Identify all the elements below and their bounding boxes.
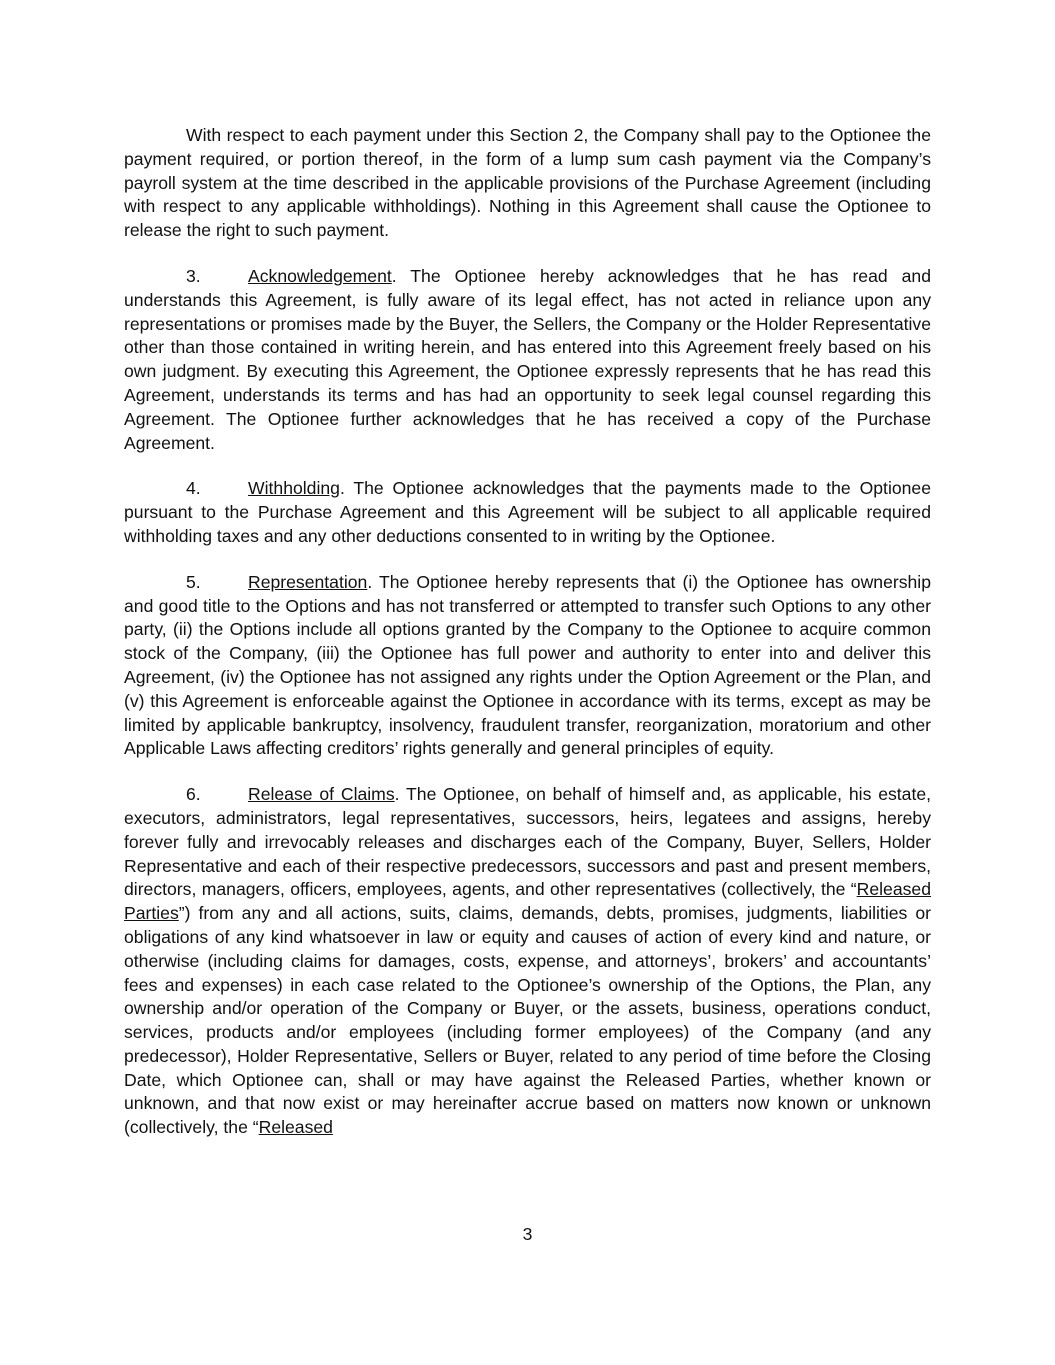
section-6-release-of-claims — [124, 783, 931, 1140]
section-heading: Acknowledgement — [248, 265, 392, 286]
page-number: 3 — [522, 1224, 533, 1244]
section-3-acknowledgement — [124, 265, 931, 455]
section-body: . The Optionee hereby represents that (i) the Optionee has ownership and good title to the Options and has not transferred or attempted to transfer such Options to any other party, (ii) the Options include all options granted by the Company to the Optionee to acquire common stock of the Company, (iii) the Optionee has full power and authority to enter into and deliver this Agreement, (iv) the Optionee has not assigned any rights under the Option Agreement or the Plan, and (v) this Agreement is enforceable against the Optionee in accordance with its terms, except as may be limited by applicable bankruptcy, insolvency, fraudulent transfer, reorganization, moratorium and other Applicable Laws affecting creditors’ rights generally and general principles of equity. — [124, 571, 931, 759]
section-number: 5. — [186, 571, 201, 592]
section-heading: Release of Claims — [248, 784, 395, 805]
section-body: . The Optionee hereby acknowledges that he has read and understands this Agreement, is fully aware of its legal effect, has not acted in reliance upon any representations or promises made by the Buyer, the Sellers, the Company or the Holder Representative other than those contained in writing herein, and has entered into this Agreement freely based on his own judgment. By executing this Agreement, the Optionee expressly represents that he has read this Agreement, understands its terms and has had an opportunity to seek legal counsel regarding this Agreement. The Optionee further acknowledges that he has received a copy of the Purchase Agreement. — [124, 265, 931, 453]
section-4-withholding — [124, 477, 931, 548]
section-body: . The Optionee acknowledges that the payments made to the Optionee pursuant to the Purchase Agreement and this Agreement will be subject to all applicable required withholding taxes and any other deductions consented to in writing by the Optionee. — [124, 478, 931, 546]
paragraph-section-2-payment: With respect to each payment under this Section 2, the Company shall pay to the Optionee the payment required, or portion thereof, in the form of a lump sum cash payment via the Company’s payroll system at the time described in the applicable provisions of the Purchase Agreement (including with respect to any applicable withholdings). Nothing in this Agreement shall cause the Optionee to release the right to such payment. — [124, 125, 931, 241]
section-number: 6. — [186, 784, 201, 805]
defined-term-released: Released — [258, 1117, 333, 1138]
defined-term-released-parties: Released Parties — [124, 879, 931, 924]
section-heading: Withholding — [248, 478, 340, 499]
section-body: . The Optionee, on behalf of himself and, as applicable, his estate, executors, administrators, legal representatives, successors, heirs, legatees and assigns, hereby forever fully and irrevocably releases and discharges each of the Company, Buyer, Sellers, Holder Representative and each of their respective predecessors, successors and past and present members, directors, managers, officers, employees, agents, and other representatives (collectively, the “ — [124, 784, 932, 900]
section-heading: Representation — [248, 571, 368, 592]
section-number: 3. — [186, 265, 201, 286]
section-number: 4. — [186, 478, 201, 499]
section-body-continued: ”) from any and all actions, suits, claims, demands, debts, promises, judgments, liabilities or obligations of any kind whatsoever in law or equity and causes of action of every kind and nature, or otherwise (including claims for damages, costs, expense, and attorneys’, brokers’ and accountants’ fees and expenses) in each case related to the Optionee’s ownership of the Options, the Plan, any ownership and/or operation of the Company or Buyer, or the assets, business, operations conduct, services, products and/or employees (including former employees) of the Company (and any predecessor), Holder Representative, Sellers or Buyer, related to any period of time before the Closing Date, which Optionee can, shall or may have against the Released Parties, whether known or unknown, and that now exist or may hereinafter accrue based on matters now known or unknown (collectively, the “ — [124, 903, 931, 1138]
section-5-representation — [124, 571, 931, 761]
